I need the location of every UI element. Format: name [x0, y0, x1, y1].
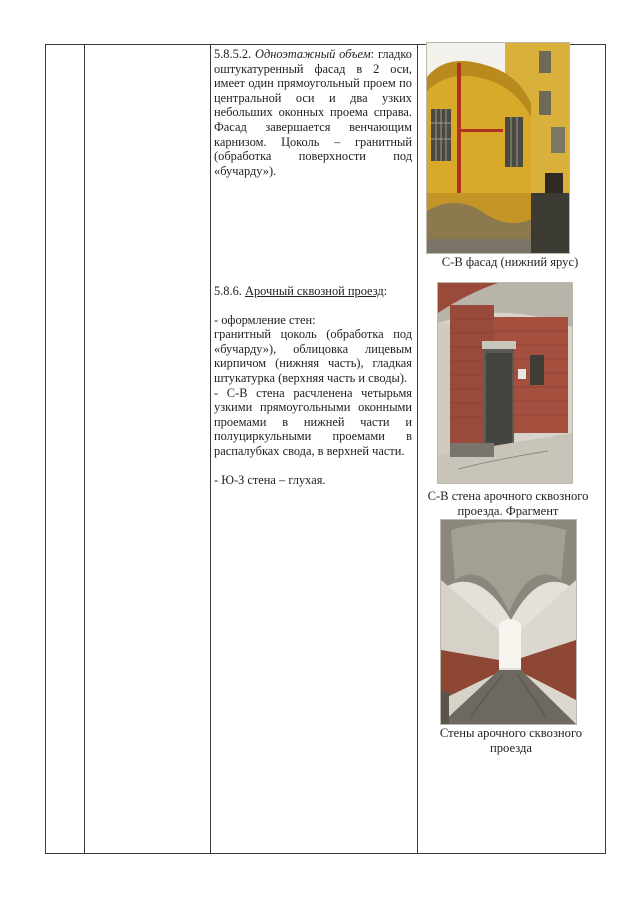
table-left-border	[45, 44, 46, 854]
section-one-number: 5.8.5.2.	[214, 47, 252, 61]
section-one-text: гладко оштукатуренный фасад в 2 оси, имеет один прямоугольный проем по центральной оси и два узких небольших оконных проема справа. Фасад завершается венчающим карнизом. Цоколь – гранитный (обработка поверхности под «бучарду»).	[214, 47, 412, 178]
section-one-colon: :	[370, 47, 375, 61]
section-one-title: Одноэтажный объем	[255, 47, 371, 61]
photo-northeast-facade	[426, 42, 570, 254]
column-divider-3	[417, 44, 418, 854]
section-two-number: 5.8.6.	[214, 284, 242, 298]
table-bottom-border	[45, 853, 606, 854]
section-two-arch-passage	[214, 284, 412, 487]
column-divider-1	[84, 44, 85, 854]
section-two-colon: :	[383, 284, 388, 298]
photo-caption-facade: С-В фасад (нижний ярус)	[441, 255, 579, 269]
arch-passage-photo-image	[441, 520, 576, 724]
brick-wall-photo-image	[438, 283, 572, 483]
southwest-wall-text: - Ю-З стена – глухая.	[214, 472, 326, 487]
section-one-mass-description	[214, 47, 412, 178]
walls-decoration-text: гранитный цоколь (обработка под «бучарду»), облицовка лицевым кирпичом (нижняя часть), гладкая штукатурка (верхняя часть и своды).	[214, 327, 412, 385]
northeast-wall-text: - С-В стена расчленена четырьмя узкими прямоугольными оконными проемами в нижней части и полуциркульными проемами в распалубках свода, в верхней части.	[214, 385, 412, 458]
section-two-title: Арочный сквозной проезд	[245, 284, 384, 298]
facade-photo-image	[427, 43, 569, 253]
photo-caption-wall-fragment: С-В стена арочного сквозного проезда. Фрагмент	[427, 489, 589, 518]
table-right-border	[605, 44, 606, 854]
column-divider-2	[210, 44, 211, 854]
photo-arch-passage-walls	[440, 519, 577, 725]
walls-decoration-heading: - оформление стен:	[214, 312, 316, 327]
photo-caption-arch-passage: Стены арочного сквозного проезда	[439, 726, 583, 755]
photo-northeast-wall-fragment	[437, 282, 573, 484]
